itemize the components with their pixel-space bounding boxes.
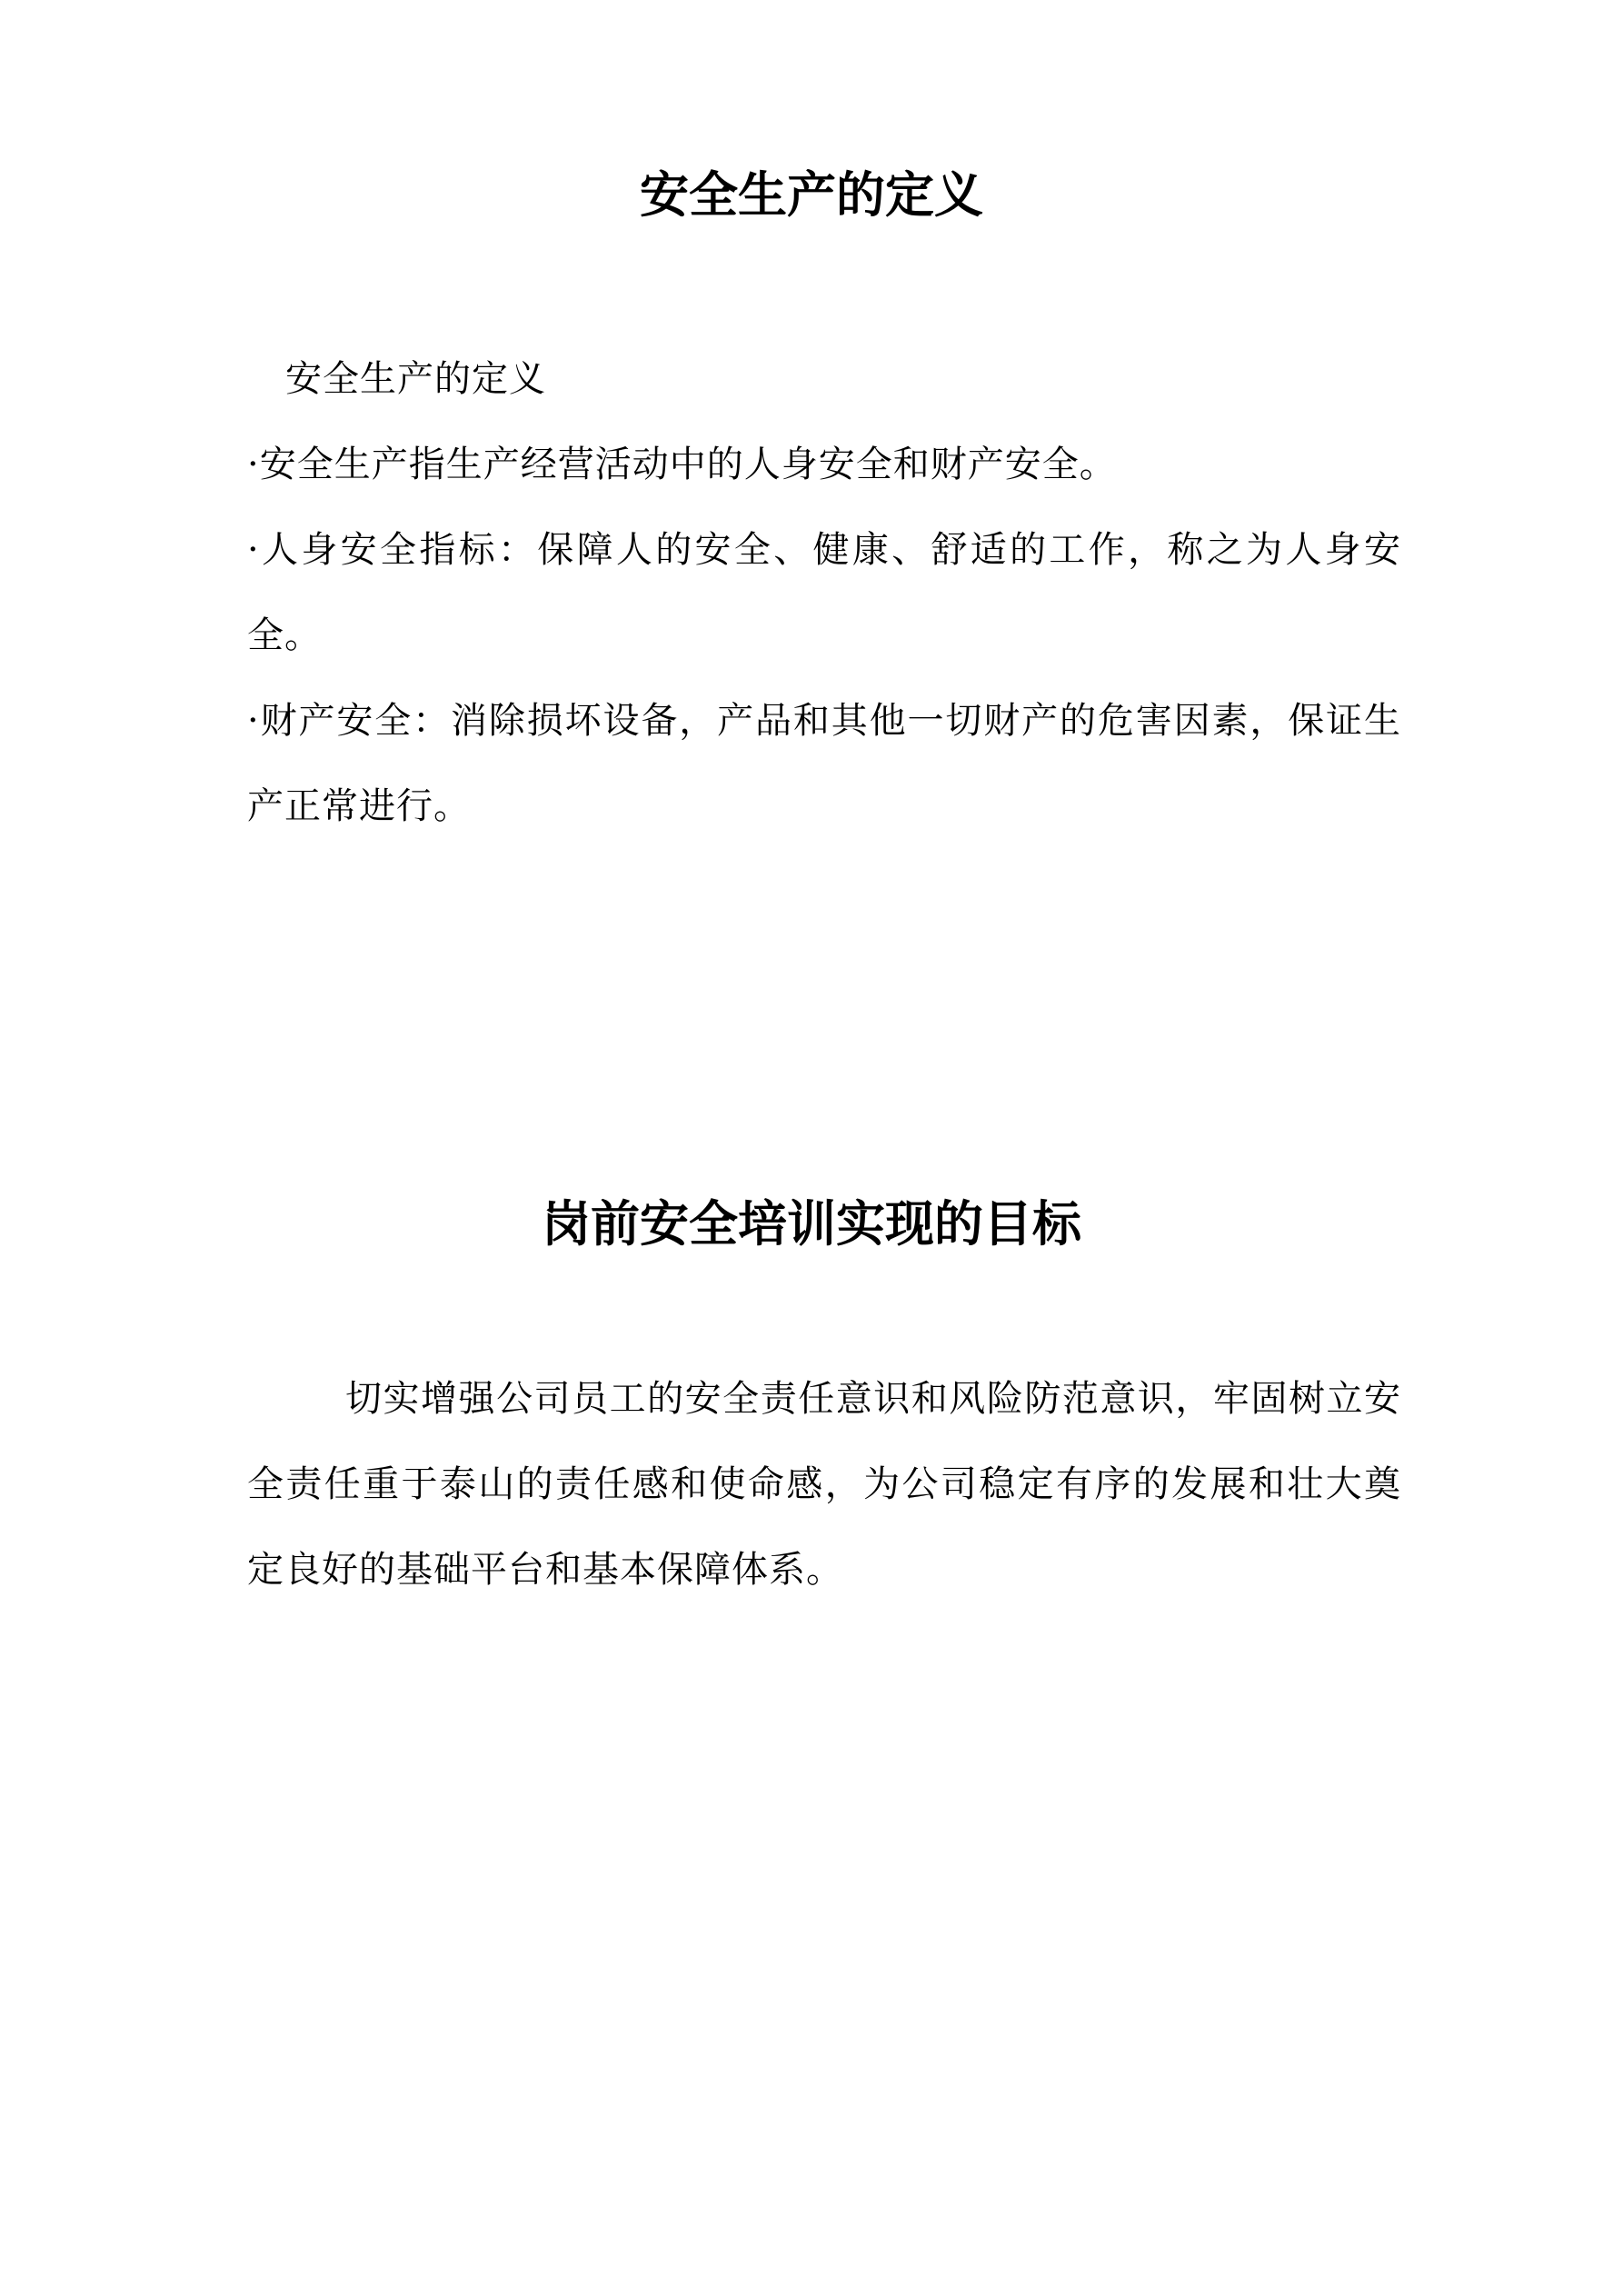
bullet-item: ·人身安全指标：保障人的安全、健康、舒适的工作，称之为人身安全。 <box>247 529 1401 656</box>
section-2-body <box>247 1356 1401 1612</box>
bullet-item: ·安全生产指生产经营活动中的人身安全和财产安全。 <box>247 444 1117 485</box>
section-1-title: 安全生产的定义 <box>640 166 983 224</box>
bullet-item: ·财产安全：消除损坏设备，产品和其他一切财产的危害因素，保证生产正常进行。 <box>247 700 1401 827</box>
section-2-title: 岗前安全培训实现的目标 <box>542 1195 1081 1253</box>
section-1-subtitle: 安全生产的定义 <box>285 358 546 400</box>
section-1-body <box>247 336 1401 849</box>
section-2-paragraph: 切实增强公司员工的安全责任意识和风险防范意识，牢固树立安全责任重于泰山的责任感和使命感，为公司稳定有序的发展和壮大奠定良好的基础平台和基本保障体系。 <box>247 1378 1401 1591</box>
